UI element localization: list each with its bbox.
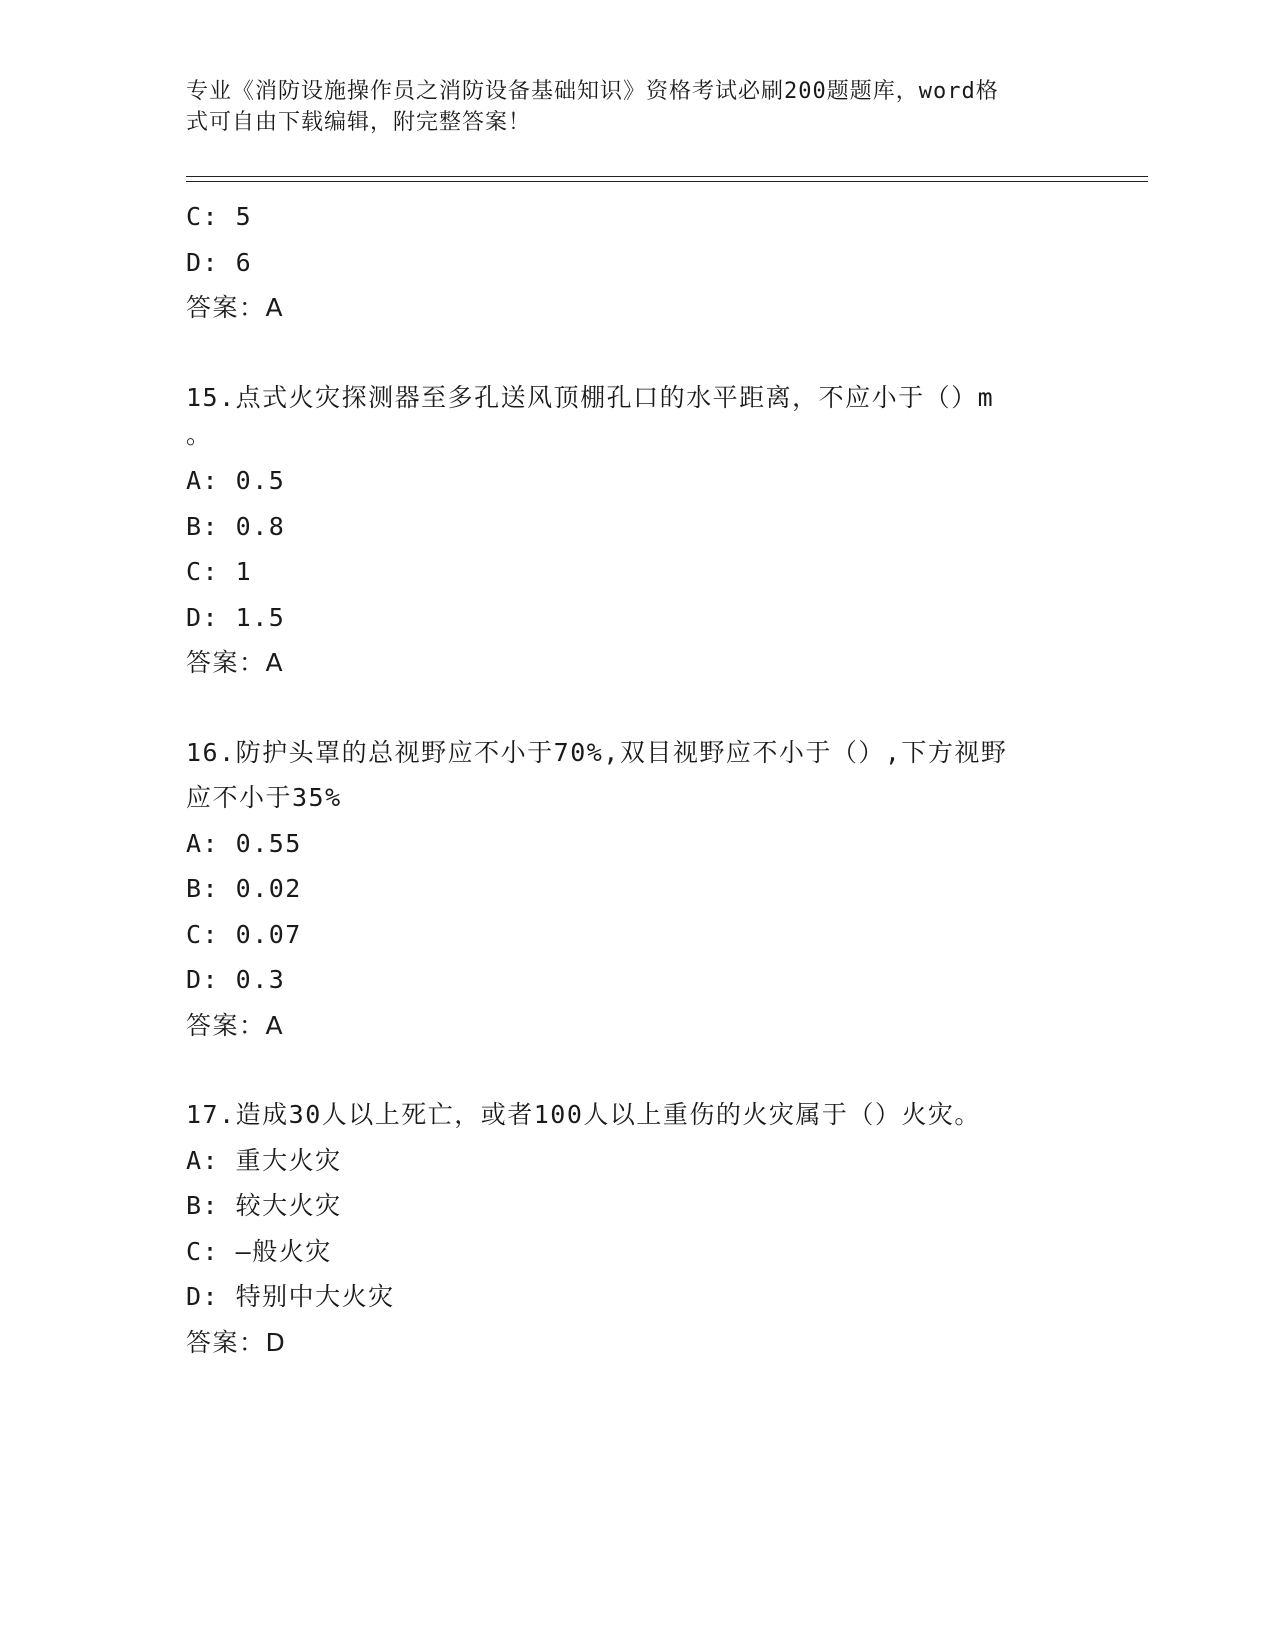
option-b: B: 0.8 bbox=[186, 511, 286, 541]
partial-question bbox=[186, 194, 1076, 331]
answer-label: 答案：A bbox=[186, 293, 285, 322]
question-stem-continued: 应不小于35% bbox=[186, 783, 342, 812]
question-stem-continued: 。 bbox=[186, 420, 213, 449]
header-divider-top bbox=[186, 176, 1148, 177]
option-d: D: 6 bbox=[186, 247, 253, 277]
question-15 bbox=[186, 375, 1076, 686]
option-c: C: 1 bbox=[186, 557, 253, 586]
header-divider-bottom bbox=[186, 181, 1148, 182]
answer-label: 答案：A bbox=[186, 1010, 285, 1040]
header-title-line-1: 专业《消防设施操作员之消防设备基础知识》资格考试必刷200题题库，word格 bbox=[186, 79, 999, 104]
option-a: A: 0.55 bbox=[186, 828, 302, 858]
option-b: B: 较大火灾 bbox=[186, 1191, 342, 1220]
option-a: A: 重大火灾 bbox=[186, 1145, 342, 1175]
option-d: D: 1.5 bbox=[186, 602, 286, 632]
question-stem: 15.点式火灾探测器至多孔送风顶棚孔口的水平距离，不应小于（）m bbox=[186, 382, 995, 412]
document-header bbox=[186, 76, 1066, 138]
option-d: D: 0.3 bbox=[186, 965, 286, 994]
option-a: A: 0.5 bbox=[186, 466, 286, 495]
header-title-line-2: 式可自由下载编辑，附完整答案！ bbox=[186, 110, 532, 135]
option-d: D: 特别中大火灾 bbox=[186, 1282, 395, 1311]
question-spacer bbox=[186, 331, 1076, 375]
option-b: B: 0.02 bbox=[186, 874, 302, 903]
option-c: C: 5 bbox=[186, 202, 253, 231]
question-stem: 16.防护头罩的总视野应不小于70%,双目视野应不小于（）,下方视野 bbox=[186, 737, 1008, 767]
question-16 bbox=[186, 730, 1076, 1049]
option-c: C: 0.07 bbox=[186, 919, 302, 949]
question-list bbox=[186, 194, 1076, 1365]
answer-label: 答案：D bbox=[186, 1327, 287, 1357]
question-stem: 17.造成30人以上死亡，或者100人以上重伤的火灾属于（）火灾。 bbox=[186, 1100, 981, 1129]
option-c: C: —般火灾 bbox=[186, 1236, 332, 1266]
question-17 bbox=[186, 1092, 1076, 1365]
answer-label: 答案：A bbox=[186, 648, 285, 677]
question-spacer bbox=[186, 1048, 1076, 1092]
question-spacer bbox=[186, 686, 1076, 730]
